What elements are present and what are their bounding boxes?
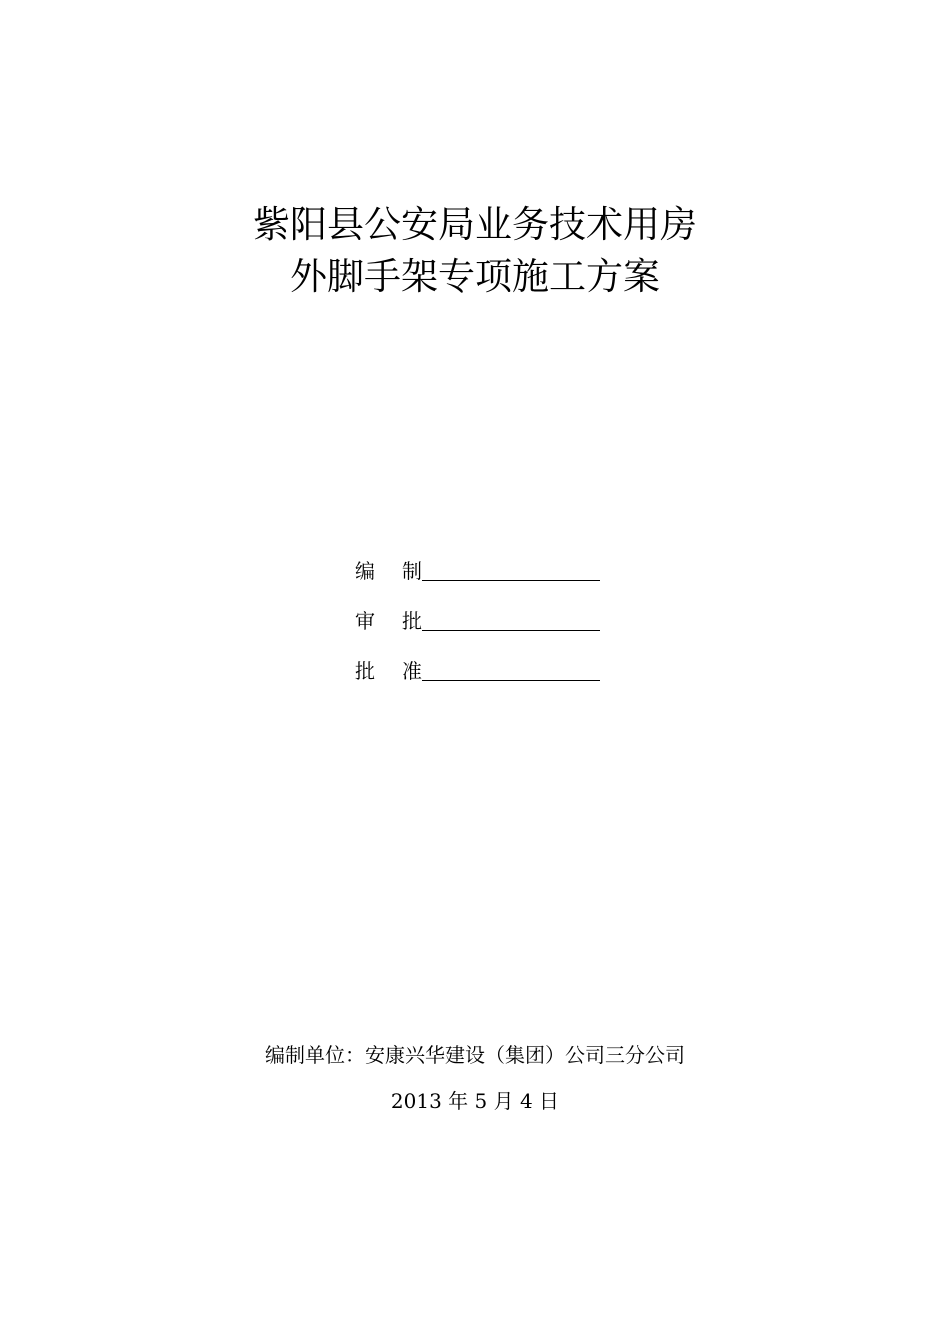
signature-label-char: 审 bbox=[355, 609, 375, 633]
signature-line-review bbox=[422, 629, 600, 631]
signature-block bbox=[355, 553, 615, 685]
signature-row-review bbox=[355, 585, 615, 635]
signature-line-approve bbox=[422, 679, 600, 681]
signature-label-char: 制 bbox=[402, 559, 422, 583]
signature-label-approve bbox=[355, 657, 422, 685]
signature-label-compile bbox=[355, 557, 422, 585]
document-title-line-1: 紫阳县公安局业务技术用房 bbox=[253, 203, 697, 246]
signature-line-compile bbox=[422, 579, 600, 581]
signature-row-approve bbox=[355, 635, 615, 685]
signature-label-review bbox=[355, 607, 422, 635]
signature-label-char: 批 bbox=[402, 609, 422, 633]
signature-row-compile bbox=[355, 553, 615, 585]
document-date: 2013 年 5 月 4 日 bbox=[390, 1089, 560, 1113]
compiling-organization: 编制单位：安康兴华建设（集团）公司三分公司 bbox=[265, 1043, 685, 1067]
signature-label-char: 编 bbox=[355, 559, 375, 583]
document-title-line-2: 外脚手架专项施工方案 bbox=[290, 255, 660, 298]
signature-label-char: 准 bbox=[402, 659, 422, 683]
signature-label-char: 批 bbox=[355, 659, 375, 683]
